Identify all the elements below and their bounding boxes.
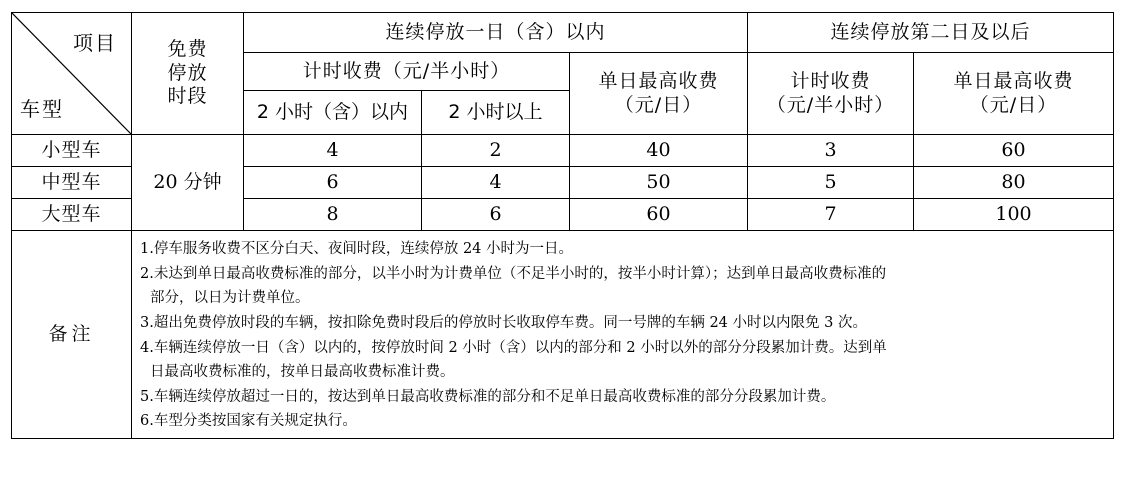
- free-time-value: 20 分钟: [132, 135, 244, 231]
- free-period-header: 免费 停放 时段: [132, 13, 244, 135]
- note-item: 6.车型分类按国家有关规定执行。: [140, 413, 357, 430]
- cell-hourly-day2: 7: [748, 199, 914, 231]
- parking-fee-table: [11, 12, 1114, 439]
- cell-daily-max-day2: 80: [914, 167, 1114, 199]
- notes-content: [132, 231, 1114, 439]
- notes-label: 备注: [12, 231, 132, 439]
- corner-item-label: 项目: [73, 31, 117, 55]
- day1-daily-max-header: 单日最高收费 （元/日）: [570, 53, 748, 135]
- day1-hourly-fee-header: 计时收费（元/半小时）: [244, 53, 570, 91]
- note-item: 5.车辆连续停放超过一日的，按达到单日最高收费标准的部分和不足单日最高收费标准的部分分段累加计费。: [140, 388, 836, 405]
- cell-over-2h: 4: [422, 167, 570, 199]
- note-item: 4.车辆连续停放一日（含）以内的，按停放时间 2 小时（含）以内的部分和 2 小时以外的部分分段累加计费。达到单 日最高收费标准的，按单日最高收费标准计费。: [140, 339, 887, 381]
- cell-daily-max-day1: 60: [570, 199, 748, 231]
- day2-daily-max-header: 单日最高收费 （元/日）: [914, 53, 1114, 135]
- cell-hourly-day2: 5: [748, 167, 914, 199]
- vehicle-type-large: 大型车: [12, 199, 132, 231]
- cell-within-2h: 6: [244, 167, 422, 199]
- table-row: [12, 135, 1114, 167]
- vehicle-type-small: 小型车: [12, 135, 132, 167]
- cell-daily-max-day2: 100: [914, 199, 1114, 231]
- cell-daily-max-day1: 50: [570, 167, 748, 199]
- note-item: 3.超出免费停放时段的车辆，按扣除免费时段后的停放时长收取停车费。同一号牌的车辆 24 小时以内限免 3 次。: [140, 314, 867, 331]
- within-2h-header: 2 小时（含）以内: [244, 91, 422, 135]
- day2-hourly-fee-header: 计时收费 （元/半小时）: [748, 53, 914, 135]
- day1-group-header: 连续停放一日（含）以内: [244, 13, 748, 53]
- vehicle-type-medium: 中型车: [12, 167, 132, 199]
- day2-group-header: 连续停放第二日及以后: [748, 13, 1114, 53]
- note-item: 2.未达到单日最高收费标准的部分，以半小时为计费单位（不足半小时的，按半小时计算）；达到单日最高收费标准的 部分，以日为计费单位。: [140, 265, 887, 307]
- cell-over-2h: 2: [422, 135, 570, 167]
- corner-header-cell: [12, 13, 132, 135]
- cell-within-2h: 8: [244, 199, 422, 231]
- over-2h-header: 2 小时以上: [422, 91, 570, 135]
- cell-over-2h: 6: [422, 199, 570, 231]
- cell-daily-max-day2: 60: [914, 135, 1114, 167]
- cell-within-2h: 4: [244, 135, 422, 167]
- cell-hourly-day2: 3: [748, 135, 914, 167]
- note-item: 1.停车服务收费不区分白天、夜间时段，连续停放 24 小时为一日。: [140, 241, 574, 257]
- corner-vehicle-type-label: 车型: [20, 97, 64, 121]
- cell-daily-max-day1: 40: [570, 135, 748, 167]
- notes-row: [12, 231, 1114, 439]
